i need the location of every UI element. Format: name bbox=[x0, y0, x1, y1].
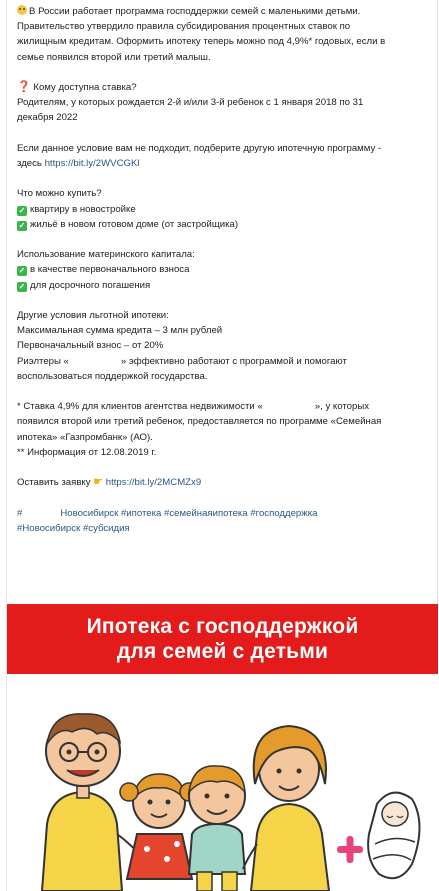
note-date: ** Информация от 12.08.2019 г. bbox=[17, 446, 157, 458]
smiling-face-icon bbox=[17, 5, 27, 15]
other-program-link[interactable]: https://bit.ly/2WVCGKl bbox=[44, 158, 140, 169]
check-mark-icon: ✓ bbox=[18, 205, 26, 215]
conditions-title: Другие условия льготной ипотеки: bbox=[17, 309, 169, 321]
conditions-max: Максимальная сумма кредита – 3 млн рублей bbox=[17, 325, 223, 337]
girl-figure bbox=[120, 774, 198, 879]
baby-icon bbox=[368, 793, 419, 879]
banner-title-line: Ипотека с господдержкой bbox=[86, 615, 359, 638]
apply-link[interactable]: https://bit.ly/2MCMZx9 bbox=[105, 477, 202, 489]
banner-title-block bbox=[7, 604, 438, 674]
other-program-line: Если данное условие вам не подходит, подберите другую ипотечную программу - bbox=[17, 142, 382, 154]
buy-title: Что можно купить? bbox=[17, 188, 102, 200]
plus-icon bbox=[337, 836, 363, 863]
post-text bbox=[7, 0, 437, 536]
realtors-line: воспользоваться поддержкой государства. bbox=[17, 370, 208, 382]
other-program-prefix: здесь bbox=[17, 158, 42, 169]
capital-title: Использование материнского капитала: bbox=[17, 249, 195, 261]
realtors-suffix: » эффективно работают с программой и помогают bbox=[120, 355, 347, 367]
check-mark-icon: ✓ bbox=[18, 266, 26, 276]
buy-item: квартиру в новостройке bbox=[30, 203, 136, 215]
who-line: Родителям, у которых рождается 2-й и/или 3-й ребенок с 1 января 2018 по 31 bbox=[17, 97, 364, 109]
note-suffix: », у которых bbox=[314, 401, 370, 413]
note-prefix: * Ставка 4,9% для клиентов агентства недвижимости « bbox=[17, 401, 263, 413]
intro-line: Правительство утвердило правила субсидирования процентных ставок по bbox=[17, 21, 351, 33]
hashtags bbox=[17, 521, 427, 536]
pointing-hand-icon: ☛ bbox=[93, 476, 104, 489]
note-line: ипотека» «Газпромбанк» (АО). bbox=[17, 431, 153, 443]
who-title: Кому доступна ставка? bbox=[33, 82, 137, 93]
hashtag[interactable]: #ипотека bbox=[120, 507, 162, 519]
intro-line: жилищным кредитам. Оформить ипотеку теперь можно под 4,9%* годовых, если в bbox=[17, 36, 386, 48]
hashtags bbox=[17, 506, 427, 521]
buy-item: жильё в новом готовом доме (от застройщика) bbox=[30, 218, 239, 230]
apply-label: Оставить заявку bbox=[17, 477, 91, 489]
boy-figure bbox=[189, 766, 245, 891]
note-line: появился второй или третий ребенок, предоставляется по программе «Семейная bbox=[17, 416, 382, 428]
capital-item: в качестве первоначального взноса bbox=[30, 264, 190, 276]
capital-item: для досрочного погашения bbox=[30, 279, 151, 291]
hashtag[interactable]: # bbox=[17, 507, 23, 519]
check-mark-icon: ✓ bbox=[18, 281, 26, 291]
banner-title-line: для семей с детьми bbox=[116, 640, 329, 663]
hashtag[interactable]: #господдержка bbox=[250, 507, 318, 519]
mother-figure bbox=[243, 726, 329, 891]
hashtag[interactable]: #Новосибирск bbox=[17, 522, 81, 534]
family-illustration bbox=[7, 674, 438, 891]
hashtag[interactable]: Новосибирск bbox=[60, 507, 119, 519]
question-mark-icon: ❓ bbox=[17, 81, 31, 93]
intro-line: В России работает программа господдержки семей с маленькими детьми. bbox=[29, 6, 361, 17]
conditions-initial: Первоначальный взнос – от 20% bbox=[17, 340, 164, 352]
check-mark-icon: ✓ bbox=[18, 220, 26, 230]
hashtag[interactable]: #семейнаяипотека bbox=[164, 507, 248, 519]
post-image[interactable] bbox=[7, 604, 438, 891]
hashtag[interactable]: #субсидия bbox=[82, 522, 130, 534]
who-line: декабря 2022 bbox=[17, 112, 78, 124]
intro-line: семье появился второй или третий малыш. bbox=[17, 51, 211, 63]
realtors-prefix: Риэлтеры « bbox=[17, 355, 69, 367]
